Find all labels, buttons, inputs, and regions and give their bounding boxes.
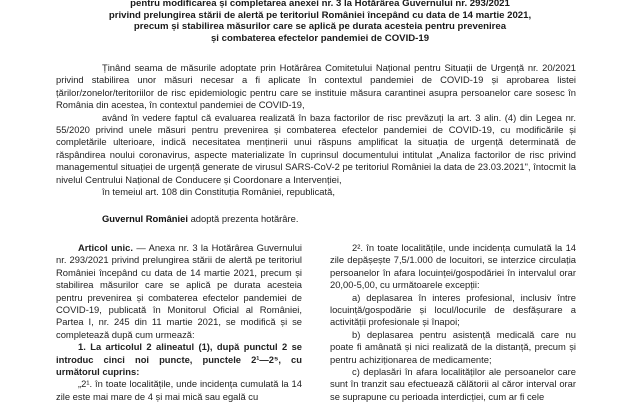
preamble — [56, 62, 576, 198]
article-label: Articol unic. — [78, 242, 133, 253]
left-column — [56, 242, 302, 403]
item-a: a) deplasarea în interes profesional, inclusiv între locuință/gospodărie și locul/locurile de desfășurare a activității profesionale și înapoi; — [330, 291, 576, 328]
title-line: pentru modificarea și completarea anexei nr. 3 la Hotărârea Guvernului nr. 293/2021 — [130, 0, 510, 9]
title-line: precum și stabilirea măsurilor care se aplică pe durata acesteia pentru prevenirea — [133, 21, 507, 32]
article-text: — Anexa nr. 3 la Hotărârea Guvernului nr. 293/2021 privind prelungirea stării de alertă pe teritoriul României începând cu data de 14 martie 2021, precum și stabilirea măsurilor care se aplică pe durata acesteia pentru prevenirea și combaterea efectelor pandemiei de COVID-19, publicată în Monitorul Oficial al României, Partea I, nr. 245 din 11 martie 2021, se modifică și se completează după cum urmează: — [56, 242, 302, 340]
preamble-paragraph: în temeiul art. 108 din Constituția României, republicată, — [102, 186, 335, 198]
document-title — [0, 0, 640, 44]
title-line: privind prelungirea stării de alertă pe teritoriul României începând cu data de 14 martie 2021, — [108, 9, 532, 21]
point-1: 1. La articolul 2 alineatul (1), după punctul 2 se introduc cinci noi puncte, punctele 2¹—2⁵, cu următorul cuprins: — [56, 341, 302, 378]
adoption-subject: Guvernul României — [102, 213, 188, 224]
item-c: c) deplasări în afara localităților ale persoanelor care sunt în tranzit sau efectuează călătorii al căror interval orar se suprapune cu perioada interdicției, cum ar fi cele — [330, 366, 576, 402]
point-2-1: „2¹. în toate localitățile, unde incidența cumulată la 14 zile este mai mare de 4 și mai mică sau egală cu — [56, 378, 302, 402]
preamble-paragraph: având în vedere faptul că evaluarea realizată în baza factorilor de risc prevăzuți la art. 3 alin. (4) din Legea nr. 55/2020 privind unele măsuri pentru prevenirea și combaterea efectelor pandemiei de COVID-19, cu modificările și completările ulterioare, indică necesitatea menținerii unui răspuns amplificat la situația de urgență determinată de răspândirea noului coronavirus, aspecte materializate în cuprinsul documentului intitulat „Analiza factorilor de risc privind managementul situației de urgență generate de virusul SARS-CoV-2 pe teritoriul României la data de 23.03.2021", întocmit la nivelul Centrului Național de Conducere și Coordonare a Intervenției, — [56, 111, 576, 185]
point-2-2: 2². în toate localitățile, unde incidența cumulată la 14 zile depășește 7,5/1.000 de locuitori, se interzice circulația persoanelor în afara locuinței/gospodăriei în intervalul orar 20,00-5,00, cu următoarele excepții: — [330, 242, 576, 291]
article-paragraph — [56, 242, 302, 341]
preamble-paragraph: Ținând seama de măsurile adoptate prin Hotărârea Comitetului Național pentru Situații de Urgență nr. 20/2021 privind stabilirea unor măsuri necesar a fi aplicate în contextul pandemiei de COVID-19 și aprobarea listei țărilor/zonelor/teritoriilor de risc epidemiologic pentru care se instituie măsura carantinei asupra persoanelor care sosesc în România din acestea, în contextul pandemiei de COVID-19, — [56, 62, 576, 111]
adoption-text: adoptă prezenta hotărâre. — [187, 213, 299, 224]
title-line: și combaterea efectelor pandemiei de COVID-19 — [210, 32, 430, 44]
item-b: b) deplasarea pentru asistență medicală care nu poate fi amânată și nici realizată de la distanță, precum și pentru achiziționarea de medicamente; — [330, 328, 576, 365]
adoption-statement — [102, 213, 298, 225]
right-column — [330, 242, 576, 403]
